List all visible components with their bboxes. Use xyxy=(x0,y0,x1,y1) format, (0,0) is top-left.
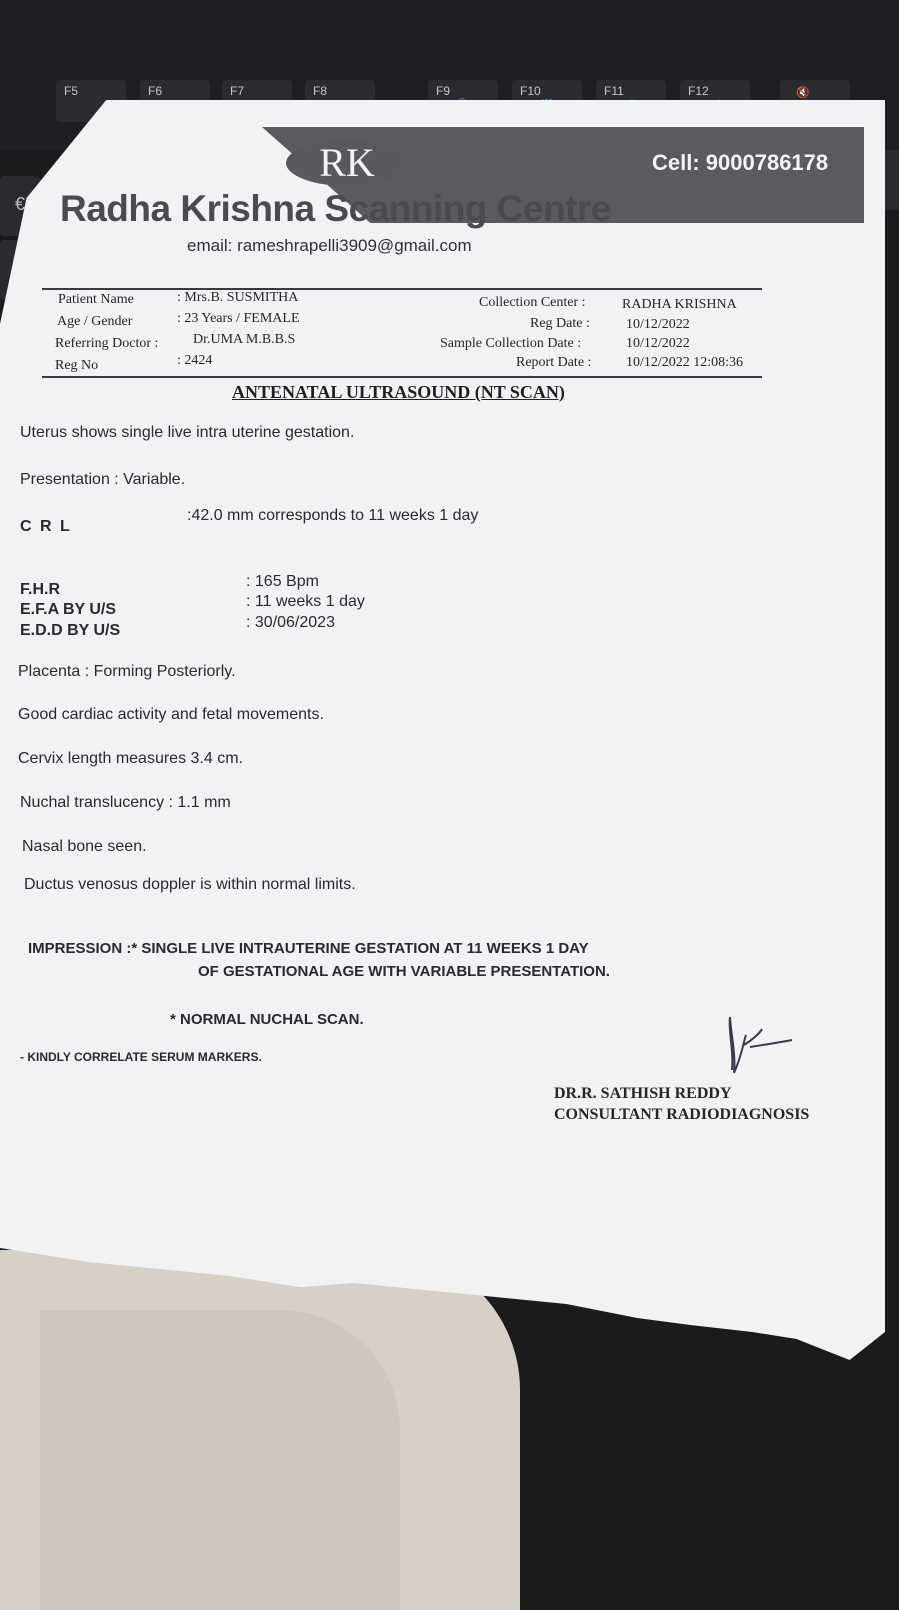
key-f11: F11 xyxy=(596,80,666,122)
efa-label: E.F.A BY U/S xyxy=(20,601,117,618)
key-f5: F5 xyxy=(56,80,126,122)
fhr-label: F.H.R xyxy=(20,581,60,598)
collection-center-label: Collection Center : xyxy=(479,295,586,310)
key-f8: F8 xyxy=(305,80,375,122)
centre-name: Radha Krishna Scanning Centre xyxy=(60,188,611,229)
crl-value: :42.0 mm corresponds to 11 weeks 1 day xyxy=(187,507,479,524)
reg-date-label: Reg Date : xyxy=(530,316,590,331)
correlate-note: - KINDLY CORRELATE SERUM MARKERS. xyxy=(20,1050,262,1064)
edd-label: E.D.D BY U/S xyxy=(20,622,121,639)
key-f10: F10 xyxy=(512,80,582,122)
reg-date-value: 10/12/2022 xyxy=(626,317,690,332)
report-date-value: 10/12/2022 12:08:36 xyxy=(626,355,744,370)
sample-date-value: 10/12/2022 xyxy=(626,336,690,351)
divider-bottom xyxy=(42,376,762,378)
collection-center-value: RADHA KRISHNA xyxy=(622,297,737,312)
doctor-title: CONSULTANT RADIODIAGNOSIS xyxy=(554,1106,810,1123)
doctor-signature-icon xyxy=(722,1015,812,1085)
patient-name-value: : Mrs.B. SUSMITHA xyxy=(177,290,299,305)
key-f7: F7 xyxy=(222,80,292,122)
nuchal-line: Nuchal translucency : 1.1 mm xyxy=(20,794,231,811)
efa-value: : 11 weeks 1 day xyxy=(246,593,365,610)
nasal-line: Nasal bone seen. xyxy=(22,838,147,855)
placenta-line: Placenta : Forming Posteriorly. xyxy=(18,663,236,680)
report-title: ANTENATAL ULTRASOUND (NT SCAN) xyxy=(232,382,565,402)
centre-email: email: rameshrapelli3909@gmail.com xyxy=(187,236,472,255)
uterus-line: Uterus shows single live intra uterine gestation. xyxy=(20,424,355,441)
rk-logo-mark: RK xyxy=(286,140,408,186)
sample-date-label: Sample Collection Date : xyxy=(440,336,582,351)
impression-line-1: IMPRESSION :* SINGLE LIVE INTRAUTERINE GESTATION AT 11 WEEKS 1 DAY xyxy=(28,940,589,957)
report-date-label: Report Date : xyxy=(516,355,592,370)
fabric-fold xyxy=(40,1310,400,1610)
key-f12: F12 xyxy=(680,80,750,122)
cell-number: Cell: 9000786178 xyxy=(652,150,829,175)
mute-icon: 🔇 xyxy=(796,87,810,99)
referring-doctor-value: Dr.UMA M.B.B.S xyxy=(193,332,296,347)
normal-nuchal-line: * NORMAL NUCHAL SCAN. xyxy=(170,1011,364,1028)
fhr-value: : 165 Bpm xyxy=(246,573,319,590)
key-f6: F6 xyxy=(140,80,210,122)
doctor-name: DR.R. SATHISH REDDY xyxy=(554,1085,732,1102)
key-euro: € xyxy=(0,176,40,236)
referring-doctor-label: Referring Doctor : xyxy=(55,336,159,351)
presentation-line: Presentation : Variable. xyxy=(20,471,186,488)
cervix-line: Cervix length measures 3.4 cm. xyxy=(18,750,243,767)
impression-line-2: OF GESTATIONAL AGE WITH VARIABLE PRESENTATION. xyxy=(198,963,610,980)
divider-top xyxy=(42,288,762,290)
cardiac-line: Good cardiac activity and fetal movements. xyxy=(18,706,324,723)
crl-label: C R L xyxy=(20,518,72,535)
age-gender-value: : 23 Years / FEMALE xyxy=(177,311,300,326)
reg-no-value: : 2424 xyxy=(177,353,213,368)
patient-name-label: Patient Name xyxy=(58,292,134,307)
ductus-line: Ductus venosus doppler is within normal limits. xyxy=(24,876,356,893)
age-gender-label: Age / Gender xyxy=(57,314,133,329)
edd-value: : 30/06/2023 xyxy=(246,614,335,631)
key-f9: F9 xyxy=(428,80,498,122)
reg-no-label: Reg No xyxy=(55,358,99,373)
